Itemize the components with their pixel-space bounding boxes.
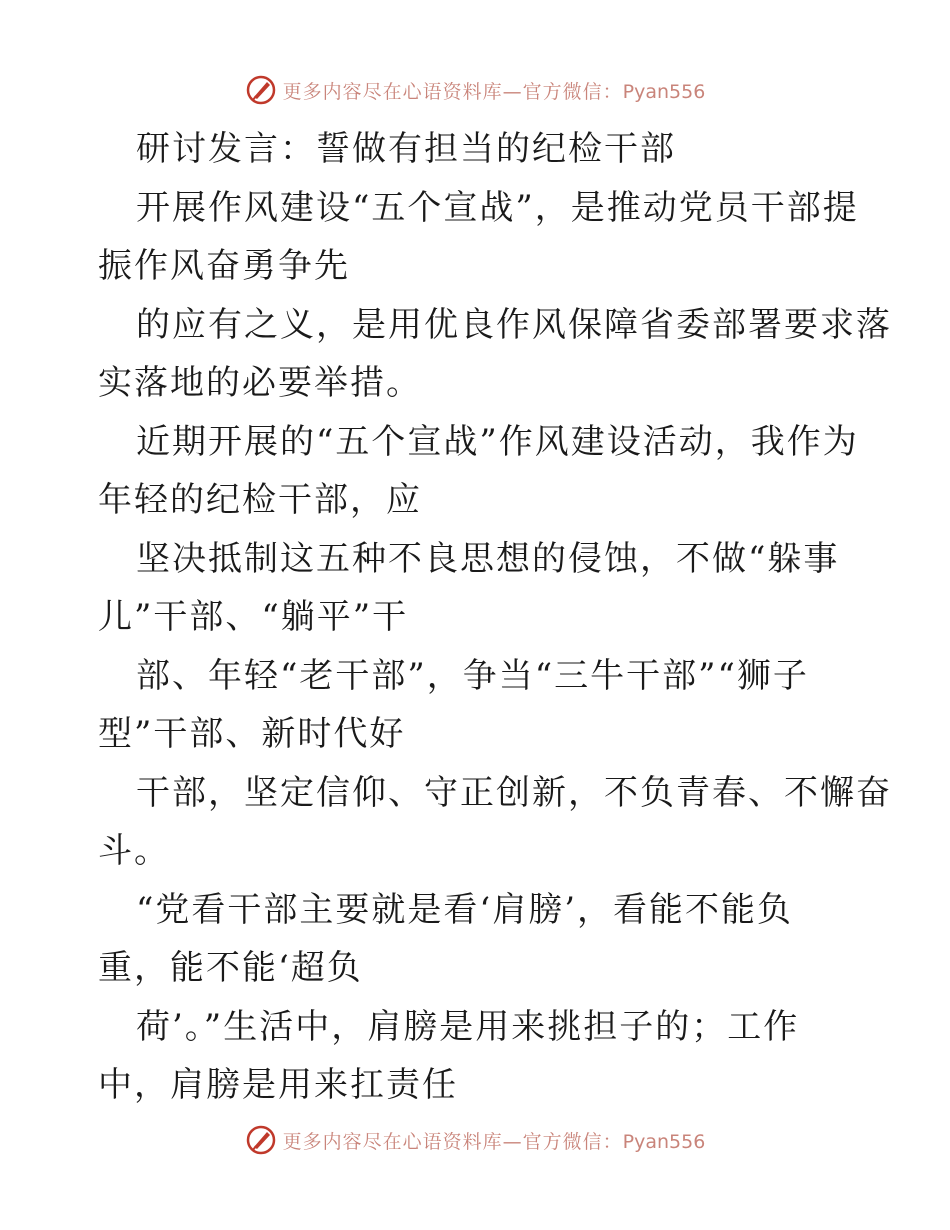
text-line: 近期开展的“五个宣战”作风建设活动，我作为 bbox=[136, 421, 859, 462]
watermark-account: Pyan556 bbox=[622, 1130, 706, 1153]
text-line: 重，能不能‘超负 bbox=[98, 948, 363, 988]
text-line: 坚决抵制这五种不良思想的侵蚀，不做“躲事 bbox=[136, 538, 840, 579]
text-line: 型”干部、新时代好 bbox=[98, 714, 406, 754]
watermark-text: 更多内容尽在心语资料库—官方微信：Pyan556 bbox=[282, 1130, 706, 1153]
document-body bbox=[98, 120, 892, 1115]
text-line: “党看干部主要就是看‘肩膀’，看能不能负 bbox=[136, 889, 793, 930]
text-line: 儿”干部、“躺平”干 bbox=[98, 597, 409, 637]
quill-logo-icon bbox=[245, 74, 277, 106]
header-watermark bbox=[0, 70, 950, 110]
text-line: 的应有之义，是用优良作风保障省委部署要求落 bbox=[136, 304, 892, 345]
text-line: 实落地的必要举措。 bbox=[98, 363, 422, 403]
text-line: 年轻的纪检干部，应 bbox=[98, 480, 422, 520]
footer-watermark bbox=[0, 1120, 950, 1160]
text-line: 研讨发言：誓做有担当的纪检干部 bbox=[136, 129, 676, 169]
text-line: 开展作风建设“五个宣战”，是推动党员干部提 bbox=[136, 187, 859, 228]
text-line: 斗。 bbox=[98, 831, 170, 871]
text-line: 部、年轻“老干部”，争当“三牛干部”“狮子 bbox=[136, 655, 809, 696]
watermark-account: Pyan556 bbox=[622, 80, 706, 103]
text-line: 干部，坚定信仰、守正创新，不负青春、不懈奋 bbox=[136, 772, 892, 813]
quill-logo-icon bbox=[245, 1124, 277, 1156]
text-line: 中，肩膀是用来扛责任 bbox=[98, 1065, 458, 1105]
text-line: 振作风奋勇争先 bbox=[98, 246, 350, 286]
watermark-text: 更多内容尽在心语资料库—官方微信：Pyan556 bbox=[282, 80, 706, 103]
text-line: 荷’。”生活中，肩膀是用来挑担子的；工作 bbox=[136, 1006, 800, 1047]
